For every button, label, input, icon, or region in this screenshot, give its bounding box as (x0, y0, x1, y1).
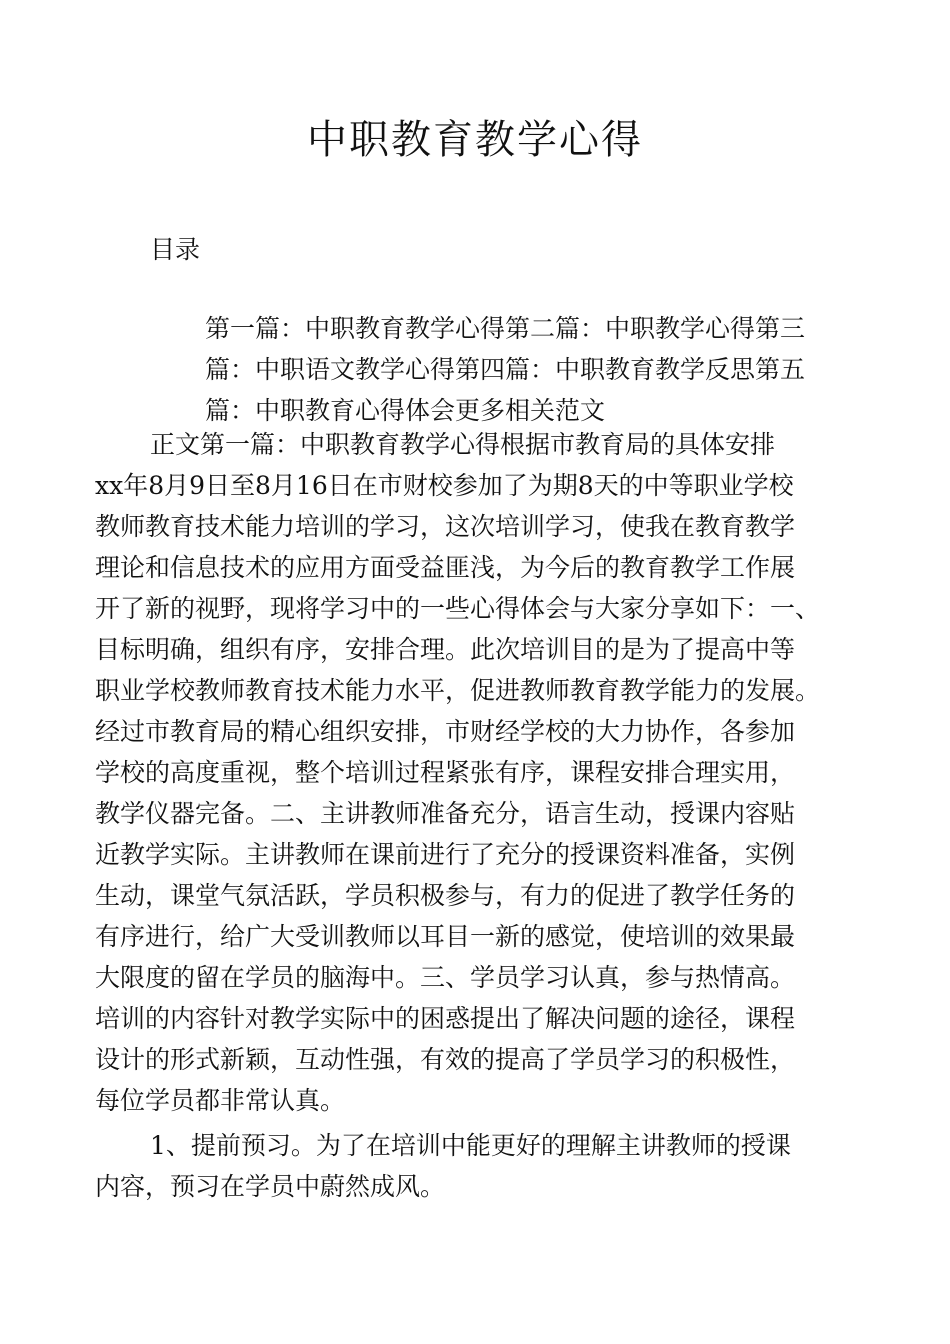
body-line: 内容，预习在学员中蔚然成风。 (95, 1172, 446, 1201)
body-line: 大限度的留在学员的脑海中。三、学员学习认真，参与热情高。 (95, 963, 796, 992)
body-line: 经过市教育局的精心组织安排，市财经学校的大力协作，各参加 (95, 717, 796, 746)
body-line: 近教学实际。主讲教师在课前进行了充分的授课资料准备，实例 (95, 840, 796, 869)
body-line: 培训的内容针对教学实际中的困惑提出了解决问题的途径，课程 (95, 1004, 796, 1033)
body-line: 1、提前预习。为了在培训中能更好的理解主讲教师的授课 (150, 1131, 791, 1160)
toc-line: 第一篇：中职教育教学心得第二篇：中职教学心得第三 (205, 314, 806, 343)
body-line: 每位学员都非常认真。 (95, 1086, 346, 1115)
body-line: 教师教育技术能力培训的学习，这次培训学习，使我在教育教学 (95, 512, 796, 541)
toc-line: 篇：中职语文教学心得第四篇：中职教育教学反思第五 (205, 355, 806, 384)
body-line: xx年8月9日至8月16日在市财校参加了为期8天的中等职业学校 (95, 471, 794, 500)
body-line: 开了新的视野，现将学习中的一些心得体会与大家分享如下：一、 (95, 594, 821, 623)
toc-list (205, 308, 865, 431)
body-text (95, 424, 875, 1207)
document-title: 中职教育教学心得 (307, 117, 643, 163)
body-line: 理论和信息技术的应用方面受益匪浅，为今后的教育教学工作展 (95, 553, 796, 582)
body-line: 教学仪器完备。二、主讲教师准备充分，语言生动，授课内容贴 (95, 799, 796, 828)
body-line: 生动，课堂气氛活跃，学员积极参与，有力的促进了教学任务的 (95, 881, 796, 910)
body-line: 目标明确，组织有序，安排合理。此次培训目的是为了提高中等 (95, 635, 796, 664)
body-line: 职业学校教师教育技术能力水平，促进教师教育教学能力的发展。 (95, 676, 821, 705)
toc-line: 篇：中职教育心得体会更多相关范文 (205, 396, 606, 425)
toc-heading: 目录 (150, 235, 201, 264)
body-line: 学校的高度重视，整个培训过程紧张有序，课程安排合理实用， (95, 758, 796, 787)
body-line: 设计的形式新颖，互动性强，有效的提高了学员学习的积极性， (95, 1045, 796, 1074)
body-line: 有序进行，给广大受训教师以耳目一新的感觉，使培训的效果最 (95, 922, 796, 951)
body-line: 正文第一篇：中职教育教学心得根据市教育局的具体安排 (150, 430, 776, 459)
